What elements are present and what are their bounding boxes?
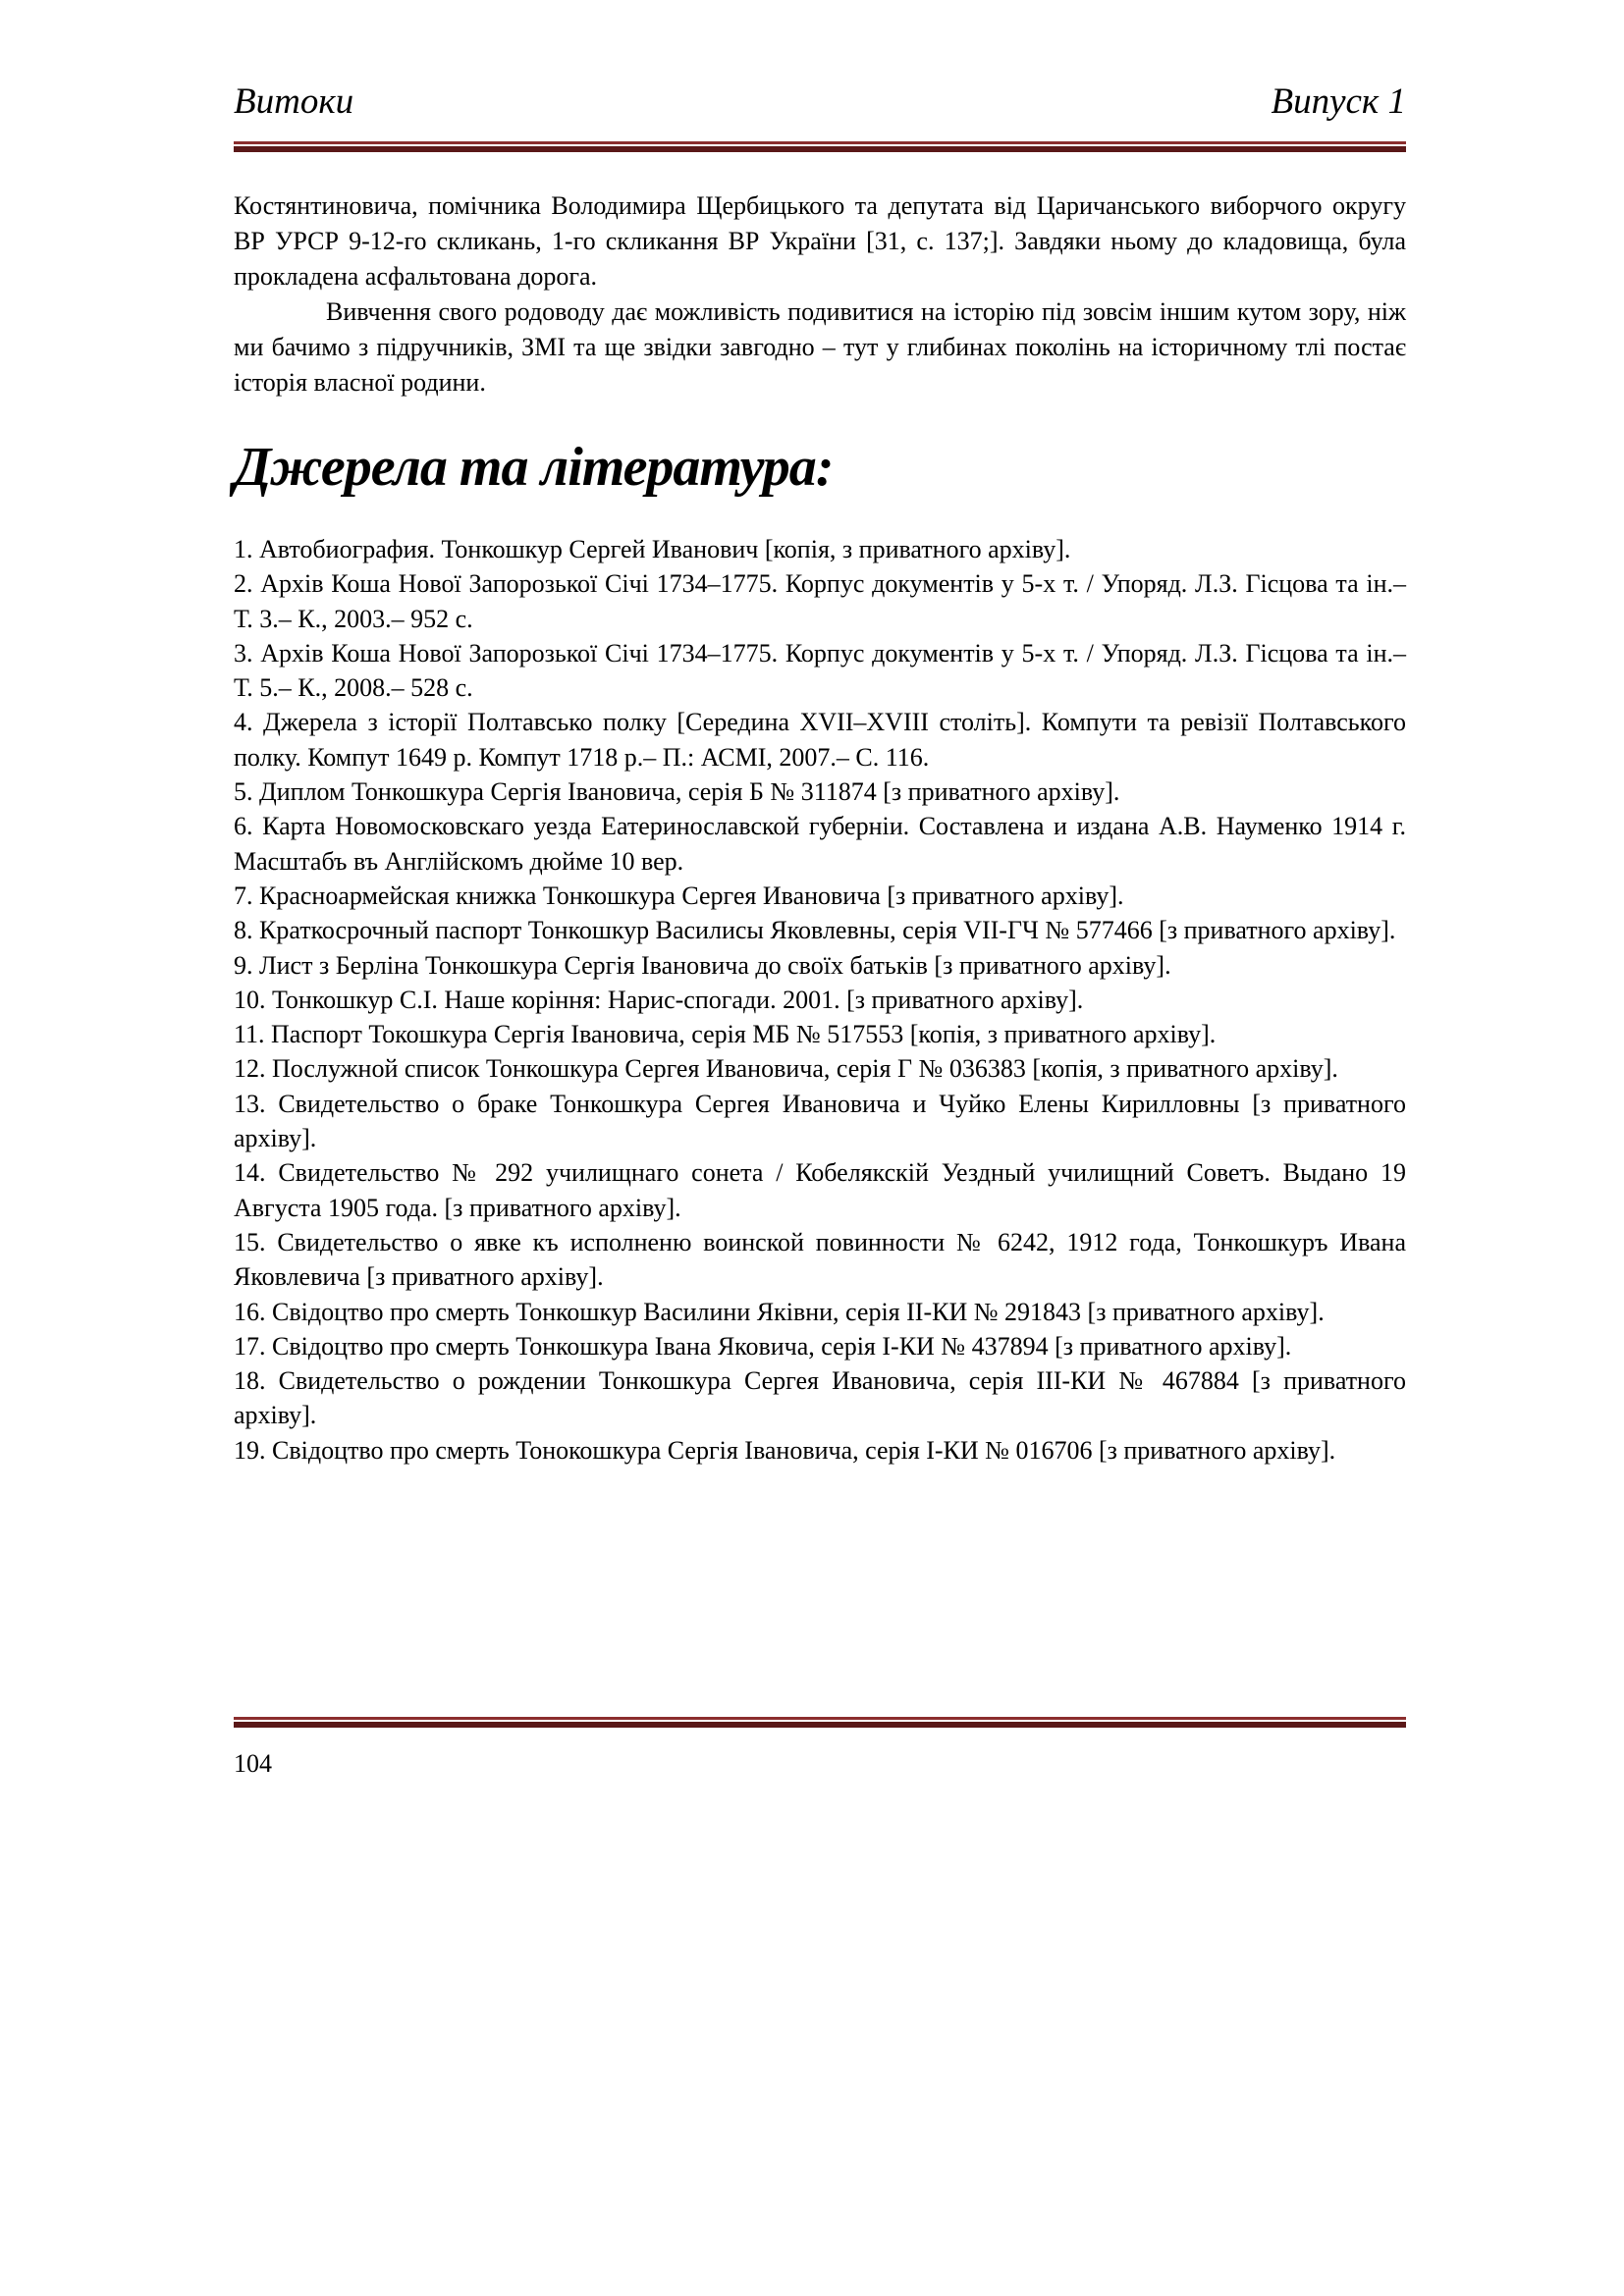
issue-label: Випуск 1 — [1271, 81, 1406, 122]
reference-item: 2. Архів Коша Нової Запорозької Січі 1734–1775. Корпус документів у 5-х т. / Упоряд. Л.З. Гісцова та ін.– Т. 3.– К., 2003.– 952 с. — [234, 569, 1406, 633]
running-header — [234, 80, 1406, 130]
reference-item: 10. Тонкошкур С.І. Наше коріння: Нарис-спогади. 2001. [з приватного архіву]. — [234, 985, 1084, 1014]
paragraph: Вивчення свого родоводу дає можливість подивитися на історію під зовсім іншим кутом зору, ніж ми бачимо з підручників, ЗМІ та ще звідки завгодно – тут у глибинах поколінь на історичному тлі постає історія власної родини. — [234, 297, 1406, 397]
reference-item: 8. Краткосрочный паспорт Тонкошкур Василисы Яковлевны, серія VII-ГЧ № 577466 [з приватного архіву]. — [234, 916, 1396, 945]
reference-item: 14. Свидетельство № 292 училищнаго сонета / Кобелякскій Уездный училищний Советъ. Выдано 19 Августа 1905 года. [з приватного архіву]. — [234, 1158, 1406, 1222]
journal-title: Витоки — [234, 81, 354, 122]
body-text — [234, 188, 1406, 400]
reference-item: 11. Паспорт Токошкура Сергія Івановича, серія МБ № 517553 [копія, з приватного архіву]. — [234, 1020, 1217, 1049]
reference-item: 17. Свідоцтво про смерть Тонкошкура Івана Яковича, серія I-КИ № 437894 [з приватного архіву]. — [234, 1331, 1292, 1361]
reference-item: 6. Карта Новомосковскаго уезда Еатеринославской губерніи. Составлена и издана А.В. Науменко 1914 г. Масштабъ въ Англійскомъ дюйме 10 вер. — [234, 812, 1406, 876]
reference-item: 12. Послужной список Тонкошкура Сергея Ивановича, серія Г № 036383 [копія, з приватного архіву]. — [234, 1054, 1338, 1084]
reference-item: 18. Свидетельство о рождении Тонкошкура Сергея Ивановича, серія III-КИ № 467884 [з приватного архіву]. — [234, 1366, 1406, 1430]
reference-item: 1. Автобиография. Тонкошкур Сергей Иванович [копія, з приватного архіву]. — [234, 535, 1071, 563]
reference-item: 16. Свідоцтво про смерть Тонкошкур Василини Яківни, серія II-КИ № 291843 [з приватного архіву]. — [234, 1297, 1325, 1326]
reference-item: 9. Лист з Берліна Тонкошкура Сергія Івановича до своїх батьків [з приватного архіву]. — [234, 950, 1171, 980]
reference-item: 7. Красноармейская книжка Тонкошкура Сергея Ивановича [з приватного архіву]. — [234, 881, 1124, 910]
reference-item: 15. Свидетельство о явке къ исполненю воинской повинности № 6242, 1912 года, Тонкошкуръ Ивана Яковлевича [з приватного архіву]. — [234, 1227, 1406, 1292]
reference-item: 4. Джерела з історії Полтавсько полку [Середина XVII–XVIII століть]. Компути та ревізії Полтавського полку. Компут 1649 р. Компут 1718 р.– П.: АСМІ, 2007.– С. 116. — [234, 708, 1406, 772]
reference-item: 13. Свидетельство о браке Тонкошкура Сергея Ивановича и Чуйко Елены Кирилловны [з приватного архіву]. — [234, 1089, 1406, 1153]
reference-list — [234, 532, 1406, 1468]
reference-item: 19. Свідоцтво про смерть Тонокошкура Сергія Івановича, серія I-КИ № 016706 [з приватного архіву]. — [234, 1435, 1336, 1465]
header-rule — [234, 141, 1406, 152]
reference-item: 3. Архів Коша Нової Запорозької Січі 1734–1775. Корпус документів у 5-х т. / Упоряд. Л.З. Гісцова та ін.– Т. 5.– К., 2008.– 528 с. — [234, 638, 1406, 703]
section-heading: Джерела та література: — [234, 437, 834, 498]
reference-item: 5. Диплом Тонкошкура Сергія Івановича, серія Б № 311874 [з приватного архіву]. — [234, 777, 1120, 807]
footer-rule — [234, 1717, 1406, 1728]
paragraph: Костянтиновича, помічника Володимира Щербицького та депутата від Царичанського виборчого округу ВР УРСР 9-12-го скликань, 1-го скликання ВР України [31, с. 137;]. Завдяки ньому до кладовища, була прокладена асфальтована дорога. — [234, 191, 1406, 291]
page-number: 104 — [234, 1749, 272, 1778]
